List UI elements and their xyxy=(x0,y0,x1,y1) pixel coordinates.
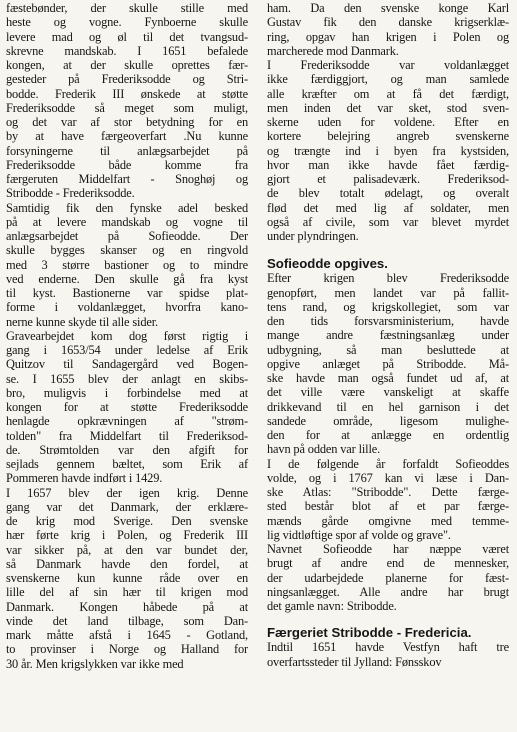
text-line: havn på odden var lille. xyxy=(267,442,381,457)
text-line: bodde. Frederik III ønskede at støtte xyxy=(6,86,248,101)
text-line: alle kræfter om at få det færdigt, xyxy=(267,86,509,101)
text-line: sandede område, ligesom mulighe- xyxy=(267,413,509,428)
text-line: Quitzov til Sandagergård ved Bogen- xyxy=(6,357,248,372)
text-line: udbygning, så man besluttede at xyxy=(267,342,509,357)
text-line: forsyningerne til anlægsarbejdet på xyxy=(6,143,248,158)
text-line: flød det med lig af soldater, men xyxy=(267,200,509,215)
text-line: gesteder på Frederiksodde og Stri- xyxy=(6,72,248,87)
text-line: I Frederiksodde var voldanlægget xyxy=(267,58,509,72)
text-line: Gravearbejdet kom dog først rigtig i xyxy=(6,328,248,343)
text-line: I de følgende år forfaldt Sofieoddes xyxy=(267,456,509,471)
text-line: Frederiksodde så meget som muligt, xyxy=(6,100,248,115)
text-line: fæstebønder, der skulle stille med xyxy=(6,1,248,15)
text-line: Pommeren havde indført i 1429. xyxy=(6,471,163,486)
text-line: sejlads gennem bæltet, som Erik af xyxy=(6,457,248,471)
paragraph xyxy=(267,640,509,669)
text-line: Stribodde - Frederiksodde. xyxy=(6,186,135,201)
text-line: genopført, men landet var på fallit- xyxy=(267,285,509,300)
text-line: mange andre fæstningsanlæg under xyxy=(267,328,509,343)
text-line: sted består blot af et par færge- xyxy=(267,499,509,514)
paragraph xyxy=(267,457,509,543)
text-line: henlagde opkrævningen af "strøm- xyxy=(6,414,248,429)
text-line: svenskerne kun kunne råde over en xyxy=(6,571,248,585)
text-line: ring, opgav han krigen i Polen og xyxy=(267,29,509,44)
text-line: opgive anlæget på Stribodde. Må- xyxy=(267,356,509,371)
paragraph xyxy=(6,329,248,486)
text-line: det gamle navn: Stribodde. xyxy=(267,599,397,613)
text-line: Frederiksodde både komme fra xyxy=(6,157,248,172)
left-column xyxy=(6,1,248,671)
text-line: også af civile, som var blevet myrdet xyxy=(267,214,509,229)
text-line: var sikker på, at den var bundet der, xyxy=(6,542,248,557)
text-line: I 1657 blev der igen krig. Denne xyxy=(6,485,248,500)
text-line: nerne kunne skyde til alle sider. xyxy=(6,314,158,329)
text-line: gang var det Danmark, der erklære- xyxy=(6,499,248,514)
text-line: der udarbejdede planerne for fæst- xyxy=(267,570,509,585)
section-heading-faergeriet: Færgeriet Stribodde - Fredericia. xyxy=(267,625,472,641)
text-line: vinde det land tilbage, som Dan- xyxy=(6,613,248,628)
text-line: Samtidig fik den fynske adel besked xyxy=(6,200,248,215)
text-line: hær førte krig i Polen, og Frederik III xyxy=(6,528,248,543)
paragraph xyxy=(267,542,509,613)
section-heading-sofieodde: Sofieodde opgives. xyxy=(267,256,388,272)
right-column xyxy=(267,1,509,669)
section-spacer xyxy=(267,243,509,256)
text-line: by at have færgeoverfart .Nu kunne xyxy=(6,129,248,144)
text-line: men inden det var sket, stod sven- xyxy=(267,100,509,115)
text-line: mænds gårde omgivne med temme- xyxy=(267,513,509,528)
text-line: volde, og i 1767 kan vi læse i Dan- xyxy=(267,470,509,485)
text-line: færgeruten Middelfart - Snoghøj og xyxy=(6,172,248,186)
text-line: ske havde man også fundet ud af, at xyxy=(267,371,509,385)
text-line: de blev totalt ødelagt, og overalt xyxy=(267,186,509,201)
text-line: lig vidtløftige spor af volde og grave". xyxy=(267,527,451,542)
text-line: kortere belejring angreb svenskerne xyxy=(267,129,509,144)
text-line: gang i 1653/54 under ledelse af Erik xyxy=(6,343,248,357)
paragraph xyxy=(267,271,509,456)
text-line: levere mad og øl til det tvangsud- xyxy=(6,29,248,44)
text-line: den for at anlægge en ordentlig xyxy=(267,428,509,442)
text-line: den tids forsvarsministerium, havde xyxy=(267,314,509,328)
text-line: det ville være vanskeligt at skaffe xyxy=(267,385,509,400)
text-line: ikke færdiggjort, og man samlede xyxy=(267,72,509,87)
text-line: tolden" fra Middelfart til Frederiksod- xyxy=(6,428,248,443)
text-line: på at levere mandskab og vogne til xyxy=(6,214,248,229)
paragraph xyxy=(6,201,248,329)
text-line: hvor man ikke havde fået færdig- xyxy=(267,157,509,172)
text-line: kongen for at støtte Frederiksodde xyxy=(6,400,248,414)
text-line: lille del af sin hær til krigen mod xyxy=(6,585,248,600)
text-line: Navnet Sofieodde har næppe været xyxy=(267,542,509,556)
text-line: og det var af stor betydning for en xyxy=(6,115,248,129)
text-line: Danmark. Kongen håbede på at xyxy=(6,599,248,614)
text-line: bro, muligvis i forbindelse med at xyxy=(6,385,248,400)
text-line: heste og vogne. Fynboerne skulle xyxy=(6,15,248,30)
text-line: skrevne mandskab. I 1651 befalede xyxy=(6,43,248,58)
text-line: Efter krigen blev Frederiksodde xyxy=(267,271,509,286)
text-line: de krig mod Sverige. Den svenske xyxy=(6,514,248,528)
paragraph xyxy=(6,1,248,201)
text-line: ved enderne. Den skulle gå fra kyst xyxy=(6,271,248,286)
section-spacer xyxy=(267,613,509,625)
text-line: Gustav fik den danske krigserklæ- xyxy=(267,15,509,30)
text-line: så Danmark havde den fordel, at xyxy=(6,556,248,571)
text-line: Indtil 1651 havde Vestfyn haft tre xyxy=(267,640,509,655)
text-line: brugt af andre end de mennesker, xyxy=(267,556,509,571)
paragraph xyxy=(267,58,509,243)
text-line: gjort et palisadeværk. Frederiksod- xyxy=(267,172,509,186)
text-line: ningsanlægget. Alle andre har brugt xyxy=(267,584,509,599)
text-line: kongen, at der skulle oprettes fær- xyxy=(6,58,248,72)
text-line: skulle bygges skanser og en ringvold xyxy=(6,243,248,258)
text-line: skerne uden for voldene. Efter en xyxy=(267,115,509,129)
text-line: marcherede mod Danmark. xyxy=(267,43,399,58)
text-line: mark måtte afstå i 1645 - Gotland, xyxy=(6,628,248,642)
text-line: de. Strømtolden var den afgift for xyxy=(6,442,248,457)
paragraph xyxy=(6,486,248,671)
text-line: forme i voldanlægget, hvorfra kano- xyxy=(6,300,248,315)
text-line: drikkevand til en hel garnison i det xyxy=(267,399,509,414)
text-line: tens rand, og krigskollegiet, som var xyxy=(267,299,509,314)
text-line: overfartssteder til Jylland: Fønsskov xyxy=(267,654,442,669)
text-line: se. I 1655 blev der anlagt en skibs- xyxy=(6,371,248,386)
text-line: under plyndringen. xyxy=(267,229,359,243)
text-line: to provinser i Norge og Halland for xyxy=(6,642,248,657)
text-line: og trængte ind i byen fra kystsiden, xyxy=(267,143,509,158)
paragraph xyxy=(267,1,509,58)
text-line: ske Atlas: "Stribodde". Dette færge- xyxy=(267,485,509,499)
text-line: til kyst. Bastionerne var spidse plat- xyxy=(6,286,248,300)
text-line: 30 år. Men krigslykken var ikke med xyxy=(6,656,184,671)
text-line: med 3 større bastioner og to mindre xyxy=(6,257,248,272)
text-line: ham. Da den svenske konge Karl xyxy=(267,1,509,15)
text-line: anlægsarbejdet på Sofieodde. Der xyxy=(6,229,248,243)
